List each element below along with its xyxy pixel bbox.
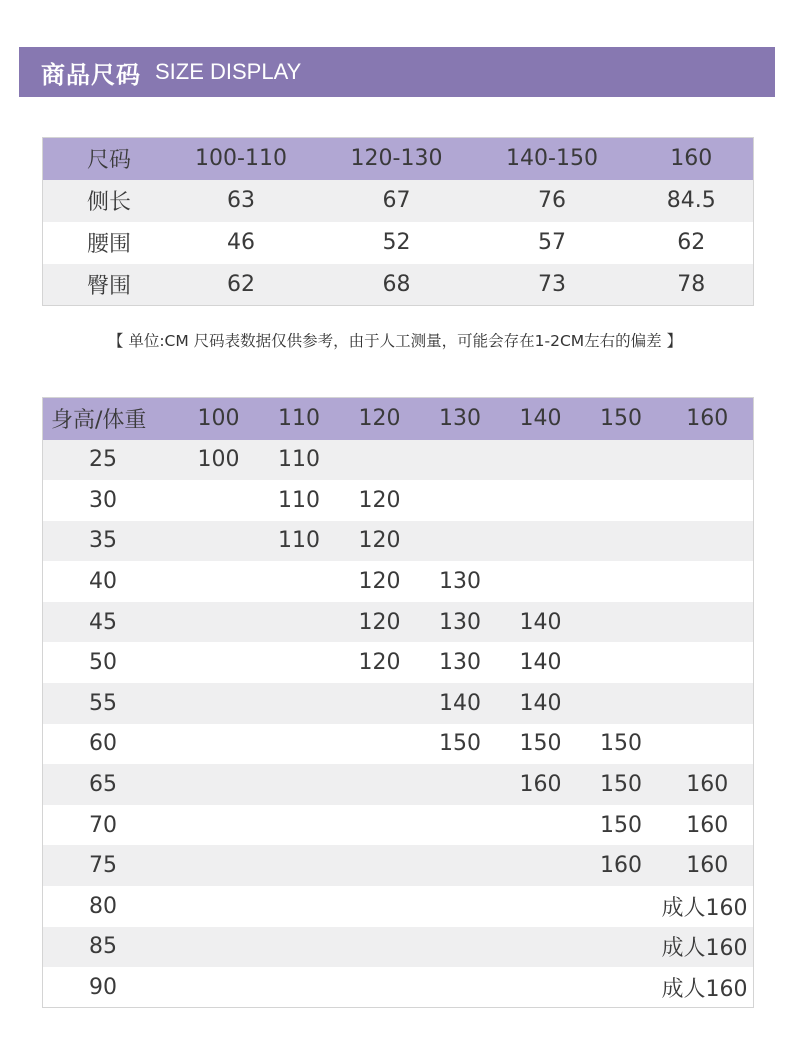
table-cell [179,805,259,846]
table-cell: 160 [686,772,729,798]
measurement-note: 【 单位:CM 尺码表数据仅供参考，由于人工测量，可能会存在1-2CM左右的偏差 】 [107,332,683,350]
table-row [43,440,754,481]
table-cell [501,521,581,562]
table-cell: 100 [197,447,240,473]
table-row [43,180,754,222]
table-header-row [43,398,754,440]
row-label-cell: 腰围 [87,232,132,257]
table-cell [581,642,662,683]
table-cell [420,521,501,562]
table-cell [662,642,754,683]
header-cell: 身高/体重 [51,408,147,434]
header-cell: 140 [519,406,562,432]
table-cell [581,927,662,968]
table-row [43,967,754,1008]
table-cell [340,927,420,968]
table-cell: 130 [439,650,481,676]
table-cell [340,724,420,765]
table-cell: 120 [358,609,401,635]
row-label-cell: 80 [89,893,117,919]
banner-subtitle: SIZE DISPLAY [155,59,302,84]
table-cell: 110 [278,447,320,473]
table-cell [259,845,340,886]
table-cell: 130 [439,609,481,635]
table-cell [179,521,259,562]
section-banner [19,47,775,97]
table-cell: 150 [600,731,642,757]
table-cell: 140 [519,690,562,716]
header-cell: 120-130 [350,146,443,172]
table-cell: 150 [439,731,481,757]
table-cell [340,805,420,846]
row-label-cell: 30 [89,487,117,513]
row-label-cell: 25 [89,447,117,473]
table-cell: 150 [600,812,642,838]
table-cell: 120 [358,528,401,554]
header-cell: 尺码 [87,148,132,174]
table-cell: 160 [600,853,642,879]
header-cell: 100 [197,406,240,432]
table-cell [420,480,501,521]
table-header-row [43,138,754,180]
table-row [43,683,754,724]
table-cell [662,480,754,521]
table-cell: 140 [439,690,481,716]
table-cell [501,845,581,886]
header-cell: 130 [439,406,481,432]
table-cell [501,886,581,927]
table-cell [501,480,581,521]
row-label-cell: 40 [89,569,117,595]
table-cell [259,683,340,724]
table-cell [420,845,501,886]
row-label-cell: 侧长 [87,190,132,215]
table-cell [259,724,340,765]
header-cell: 140-150 [506,146,598,172]
table-cell: 62 [677,230,706,255]
header-cell: 110 [278,406,320,432]
table-cell: 140 [519,609,562,635]
table-cell [340,845,420,886]
table-row [43,264,754,306]
table-cell [179,845,259,886]
table-cell [259,561,340,602]
table-cell: 52 [382,230,411,255]
table-cell: 110 [278,528,320,554]
table-cell: 62 [227,271,255,297]
table-cell: 78 [677,271,706,297]
table-cell: 成人160 [661,895,748,921]
table-cell: 110 [278,487,320,513]
table-cell [662,440,754,481]
table-cell [581,683,662,724]
table-cell: 68 [382,271,411,297]
row-label-cell: 75 [89,853,117,879]
table-cell [662,521,754,562]
table-cell: 84.5 [666,188,716,213]
table-cell [259,805,340,846]
table-cell: 130 [439,569,481,595]
table-cell [340,886,420,927]
table-cell [501,561,581,602]
table-cell [179,886,259,927]
table-row [43,602,754,643]
row-label-cell: 65 [89,772,117,798]
table-row [43,561,754,602]
table-cell [259,886,340,927]
table-cell [179,683,259,724]
table-cell [662,561,754,602]
table-cell [420,967,501,1008]
header-cell: 160 [670,146,713,172]
row-label-cell: 70 [89,812,117,838]
table-cell [581,440,662,481]
table-cell [259,967,340,1008]
header-cell: 150 [600,406,642,432]
table-cell [581,886,662,927]
row-label-cell: 85 [89,934,117,960]
row-label-cell: 90 [89,974,117,1000]
table-row [43,805,754,846]
table-row [43,845,754,886]
table-cell [581,602,662,643]
table-cell: 160 [519,772,562,798]
table-row [43,927,754,968]
table-cell: 120 [358,569,401,595]
table-cell [420,886,501,927]
table-row [43,642,754,683]
row-label-cell: 45 [89,609,117,635]
table-cell: 150 [600,772,642,798]
table-cell [179,927,259,968]
header-cell: 160 [686,406,729,432]
table-cell: 160 [686,812,729,838]
table-row [43,222,754,264]
table-cell [581,967,662,1008]
table-cell: 成人160 [661,976,748,1002]
table-cell: 成人160 [661,936,748,962]
table-cell [662,724,754,765]
table-row [43,724,754,765]
table-cell [581,480,662,521]
table-cell: 73 [538,271,566,297]
table-row [43,764,754,805]
table-cell [420,927,501,968]
table-cell [340,683,420,724]
table-cell: 57 [538,230,566,255]
table-cell [179,480,259,521]
table-cell [259,764,340,805]
table-cell [581,521,662,562]
table-cell: 140 [519,650,562,676]
header-cell: 120 [358,406,401,432]
table-cell [259,602,340,643]
table-cell [340,764,420,805]
size-measurement-table [42,137,754,306]
header-cell: 100-110 [195,146,287,172]
table-cell [179,642,259,683]
table-row [43,886,754,927]
table-cell [662,602,754,643]
height-weight-table [42,397,754,1008]
table-cell: 76 [538,188,566,213]
table-cell: 160 [686,853,729,879]
table-cell [340,967,420,1008]
table-cell [420,764,501,805]
banner-title: 商品尺码 [41,60,141,89]
table-cell: 46 [227,230,255,255]
table-cell [259,927,340,968]
table-cell: 120 [358,650,401,676]
table-cell [340,440,420,481]
table-cell [179,724,259,765]
table-cell [179,602,259,643]
table-cell [501,440,581,481]
table-row [43,521,754,562]
table-cell [501,927,581,968]
row-label-cell: 35 [89,528,117,554]
table-cell: 120 [358,487,401,513]
table-cell [662,683,754,724]
table-cell: 63 [227,188,255,213]
table-cell [581,561,662,602]
row-label-cell: 60 [89,731,117,757]
table-cell [501,967,581,1008]
table-cell [501,805,581,846]
table-cell [179,967,259,1008]
table-cell: 150 [519,731,562,757]
table-cell [179,764,259,805]
row-label-cell: 臀围 [87,273,132,299]
row-label-cell: 50 [89,650,117,676]
table-cell [420,440,501,481]
table-cell: 67 [382,188,411,213]
table-row [43,480,754,521]
row-label-cell: 55 [89,690,117,716]
table-cell [420,805,501,846]
table-cell [179,561,259,602]
table-cell [259,642,340,683]
